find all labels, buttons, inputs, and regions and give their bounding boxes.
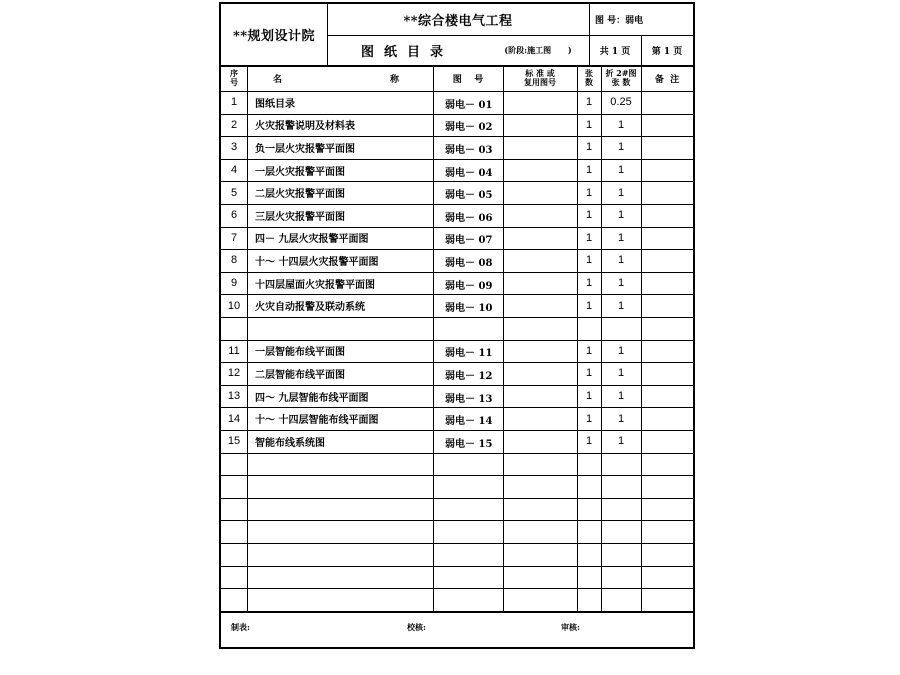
grid-line-v (503, 65, 504, 611)
cell-std (503, 385, 577, 408)
cell-rem (641, 159, 693, 182)
cell-std (503, 272, 577, 295)
col-standard-line2: 复用图号 (524, 77, 556, 87)
grid-line-h (221, 611, 693, 613)
cell-sheets: 1 (585, 344, 593, 357)
grid-line-h (221, 362, 693, 363)
grid-line-h (221, 340, 693, 341)
cell-sheets: 1 (585, 209, 593, 222)
col-remarks: 备 注 (654, 74, 680, 85)
col-a2-line1: 折 2#图 (605, 68, 637, 78)
cell-number: 弱电－ 03 (445, 144, 493, 156)
cell-a2 (601, 453, 641, 476)
cell-rem (641, 227, 693, 250)
cell-rem (641, 136, 693, 159)
cell-seq: 13 (227, 390, 241, 403)
cell-a2: 1 (617, 209, 625, 222)
cell-sheets (577, 498, 601, 521)
cell-sheets: 1 (585, 299, 593, 312)
cell-name (247, 520, 433, 543)
cell-number: 弱电－ 10 (445, 303, 493, 315)
grid-line-h (221, 204, 693, 205)
checked-by-label: 校核: (407, 622, 426, 632)
grid-line-h (221, 475, 693, 476)
cell-sheets: 1 (585, 277, 593, 290)
col-sheets-line1: 张 (585, 68, 593, 78)
grid-line-v (247, 65, 248, 611)
col-standard (503, 65, 577, 91)
cell-a2: 1 (617, 277, 625, 290)
cell-std (503, 566, 577, 589)
cell-name: 图纸目录 (255, 98, 295, 110)
cell-a2 (601, 475, 641, 498)
cell-seq: 2 (230, 118, 238, 131)
cell-seq (221, 566, 247, 589)
grid-line-v (327, 4, 328, 65)
cell-number (433, 475, 503, 498)
grid-line-h (221, 566, 693, 567)
cell-name: 四－ 九层火灾报警平面图 (255, 234, 369, 246)
cell-number (433, 520, 503, 543)
cell-sheets (577, 520, 601, 543)
cell-a2: 1 (617, 231, 625, 244)
cell-a2: 1 (617, 412, 625, 425)
cell-std (503, 317, 577, 340)
cell-number: 弱电－ 02 (445, 122, 493, 134)
cell-name: 负一层火灾报警平面图 (255, 143, 355, 155)
grid-line-h (221, 294, 693, 295)
grid-line-h (221, 114, 693, 115)
cell-a2: 1 (617, 186, 625, 199)
cell-a2 (601, 520, 641, 543)
cell-seq: 4 (230, 164, 238, 177)
cell-name: 三层火灾报警平面图 (255, 211, 345, 223)
cell-rem (641, 498, 693, 521)
cell-a2: 1 (617, 367, 625, 380)
cell-number: 弱电－ 14 (445, 416, 493, 428)
cell-seq: 9 (230, 277, 238, 290)
grid-line-h (221, 430, 693, 431)
cell-rem (641, 475, 693, 498)
cell-number: 弱电－ 06 (445, 212, 493, 224)
cell-std (503, 498, 577, 521)
cell-a2: 1 (617, 390, 625, 403)
grid-line-h (221, 159, 693, 160)
cell-name: 二层智能布线平面图 (255, 369, 345, 381)
cell-name: 十四层屋面火灾报警平面图 (255, 279, 375, 291)
cell-std (503, 249, 577, 272)
cell-std (503, 362, 577, 385)
cell-seq (221, 520, 247, 543)
col-a2-line2: 张 数 (611, 77, 631, 87)
cell-number: 弱电－ 07 (445, 235, 493, 247)
cell-seq: 12 (227, 367, 241, 380)
grid-line-h (221, 543, 693, 544)
drawing-number-label: 图 号：弱电 (595, 16, 644, 26)
cell-name (247, 317, 433, 340)
cell-rem (641, 588, 693, 611)
grid-line-v (433, 65, 434, 611)
cell-seq (221, 498, 247, 521)
col-number: 图 号 (452, 74, 484, 85)
cell-sheets (577, 453, 601, 476)
cell-sheets: 1 (585, 96, 593, 109)
cell-name: 十～ 十四层火灾报警平面图 (255, 256, 379, 268)
cell-rem (641, 294, 693, 317)
cell-name: 火灾报警说明及材料表 (255, 121, 355, 133)
cell-a2 (601, 317, 641, 340)
grid-line-v (641, 65, 642, 611)
col-sheets (577, 65, 601, 91)
cell-sheets (577, 543, 601, 566)
grid-line-h (221, 498, 693, 499)
cell-rem (641, 204, 693, 227)
grid-line-v (589, 4, 590, 65)
grid-line-h (221, 227, 693, 228)
cell-sheets (577, 317, 601, 340)
cell-std (503, 453, 577, 476)
grid-line-v (601, 65, 602, 611)
cell-number (433, 317, 503, 340)
cell-sheets: 1 (585, 390, 593, 403)
col-a2 (601, 65, 641, 91)
cell-name: 四～ 九层智能布线平面图 (255, 392, 369, 404)
cell-a2 (601, 498, 641, 521)
cell-sheets: 1 (585, 254, 593, 267)
cell-name: 火灾自动报警及联动系统 (255, 302, 365, 314)
cell-sheets: 1 (585, 367, 593, 380)
org-name: **规划设计院 (232, 29, 316, 44)
cell-name: 一层智能布线平面图 (255, 347, 345, 359)
cell-std (503, 294, 577, 317)
cell-rem (641, 520, 693, 543)
cell-rem (641, 114, 693, 137)
cell-sheets (577, 566, 601, 589)
drawing-index-sheet (219, 2, 695, 649)
grid-line-h (221, 91, 693, 92)
cell-seq: 6 (230, 209, 238, 222)
cell-rem (641, 181, 693, 204)
cell-number (433, 453, 503, 476)
grid-line-h (221, 453, 693, 454)
sheet-title: 图纸目录 (360, 44, 453, 60)
cell-seq: 10 (227, 299, 241, 312)
cell-rem (641, 362, 693, 385)
cell-rem (641, 566, 693, 589)
grid-line-h (221, 588, 693, 589)
col-seq (221, 65, 247, 91)
cell-rem (641, 272, 693, 295)
cell-name (247, 498, 433, 521)
cell-rem (641, 453, 693, 476)
cell-sheets: 1 (585, 118, 593, 131)
col-name-right: 称 (389, 74, 399, 85)
cell-name (247, 475, 433, 498)
cell-std (503, 520, 577, 543)
col-standard-line1: 标 准 或 (525, 68, 555, 78)
cell-seq: 8 (230, 254, 238, 267)
cell-sheets: 1 (585, 435, 593, 448)
cell-number: 弱电－ 01 (445, 99, 493, 111)
cell-a2 (601, 566, 641, 589)
cell-rem (641, 385, 693, 408)
cell-rem (641, 91, 693, 114)
cell-std (503, 91, 577, 114)
cell-seq: 5 (230, 186, 238, 199)
grid-line-h (221, 317, 693, 318)
cell-std (503, 159, 577, 182)
cell-a2: 1 (617, 141, 625, 154)
cell-seq: 15 (227, 435, 241, 448)
cell-sheets (577, 475, 601, 498)
col-name-left: 名 (273, 74, 283, 85)
cell-std (503, 543, 577, 566)
cell-number (433, 498, 503, 521)
cell-number (433, 543, 503, 566)
cell-number: 弱电－ 13 (445, 393, 493, 405)
col-sheets-line2: 数 (585, 77, 593, 87)
cell-seq: 11 (228, 344, 240, 357)
grid-line-h (221, 520, 693, 521)
made-by-label: 制表: (231, 622, 250, 632)
cell-number: 弱电－ 11 (445, 348, 493, 360)
cell-a2 (601, 543, 641, 566)
cell-std (503, 227, 577, 250)
cell-a2: 1 (617, 254, 625, 267)
cell-seq (221, 475, 247, 498)
grid-line-h (221, 181, 693, 182)
grid-line-h (221, 65, 693, 67)
cell-std (503, 475, 577, 498)
cell-name: 十～ 十四层智能布线平面图 (255, 415, 379, 427)
cell-sheets: 1 (585, 164, 593, 177)
cell-number (433, 566, 503, 589)
cell-std (503, 136, 577, 159)
cell-rem (641, 543, 693, 566)
cell-a2: 1 (617, 118, 625, 131)
col-seq-line1: 序 (230, 68, 238, 78)
total-pages: 共 1 页 (599, 46, 631, 57)
cell-name (247, 566, 433, 589)
cell-name (247, 453, 433, 476)
cell-a2: 1 (617, 299, 625, 312)
cell-a2: 1 (617, 164, 625, 177)
cell-rem (641, 430, 693, 453)
cell-seq (221, 317, 247, 340)
grid-line-v (577, 65, 578, 611)
cell-a2: 1 (617, 435, 625, 448)
cell-seq: 3 (230, 141, 238, 154)
cell-number: 弱电－ 15 (445, 438, 493, 450)
grid-line-h (221, 136, 693, 137)
page-number: 第 1 页 (651, 46, 683, 57)
cell-rem (641, 340, 693, 363)
approved-by-label: 审核: (561, 622, 580, 632)
cell-seq (221, 453, 247, 476)
cell-sheets: 1 (585, 231, 593, 244)
grid-line-h (221, 407, 693, 408)
cell-sheets: 1 (585, 186, 593, 199)
cell-std (503, 430, 577, 453)
cell-name: 二层火灾报警平面图 (255, 189, 345, 201)
cell-std (503, 407, 577, 430)
grid-line-h (221, 249, 693, 250)
cell-sheets: 1 (585, 141, 593, 154)
project-title: **综合楼电气工程 (403, 14, 513, 29)
cell-number: 弱电－ 09 (445, 280, 493, 292)
cell-a2: 0.25 (610, 96, 632, 109)
cell-number: 弱电－ 04 (445, 167, 493, 179)
cell-seq: 7 (230, 231, 238, 244)
cell-std (503, 114, 577, 137)
cell-sheets: 1 (585, 412, 593, 425)
cell-name (247, 543, 433, 566)
grid-line-h (327, 35, 693, 36)
col-name (247, 65, 433, 91)
col-seq-line2: 号 (230, 77, 238, 87)
grid-line-h (221, 385, 693, 386)
cell-number: 弱电－ 08 (445, 257, 493, 269)
cell-number: 弱电－ 12 (445, 370, 493, 382)
cell-number: 弱电－ 05 (445, 190, 493, 202)
cell-rem (641, 317, 693, 340)
cell-name: 一层火灾报警平面图 (255, 166, 345, 178)
cell-a2: 1 (617, 344, 625, 357)
cell-rem (641, 407, 693, 430)
cell-seq (221, 543, 247, 566)
grid-line-v (641, 35, 642, 65)
cell-std (503, 204, 577, 227)
cell-rem (641, 249, 693, 272)
cell-std (503, 340, 577, 363)
stage-label: (阶段:施工图 ) (504, 44, 572, 55)
cell-seq: 1 (230, 96, 238, 109)
cell-name: 智能布线系统图 (255, 437, 325, 449)
grid-line-h (221, 272, 693, 273)
cell-std (503, 181, 577, 204)
cell-seq: 14 (227, 412, 241, 425)
